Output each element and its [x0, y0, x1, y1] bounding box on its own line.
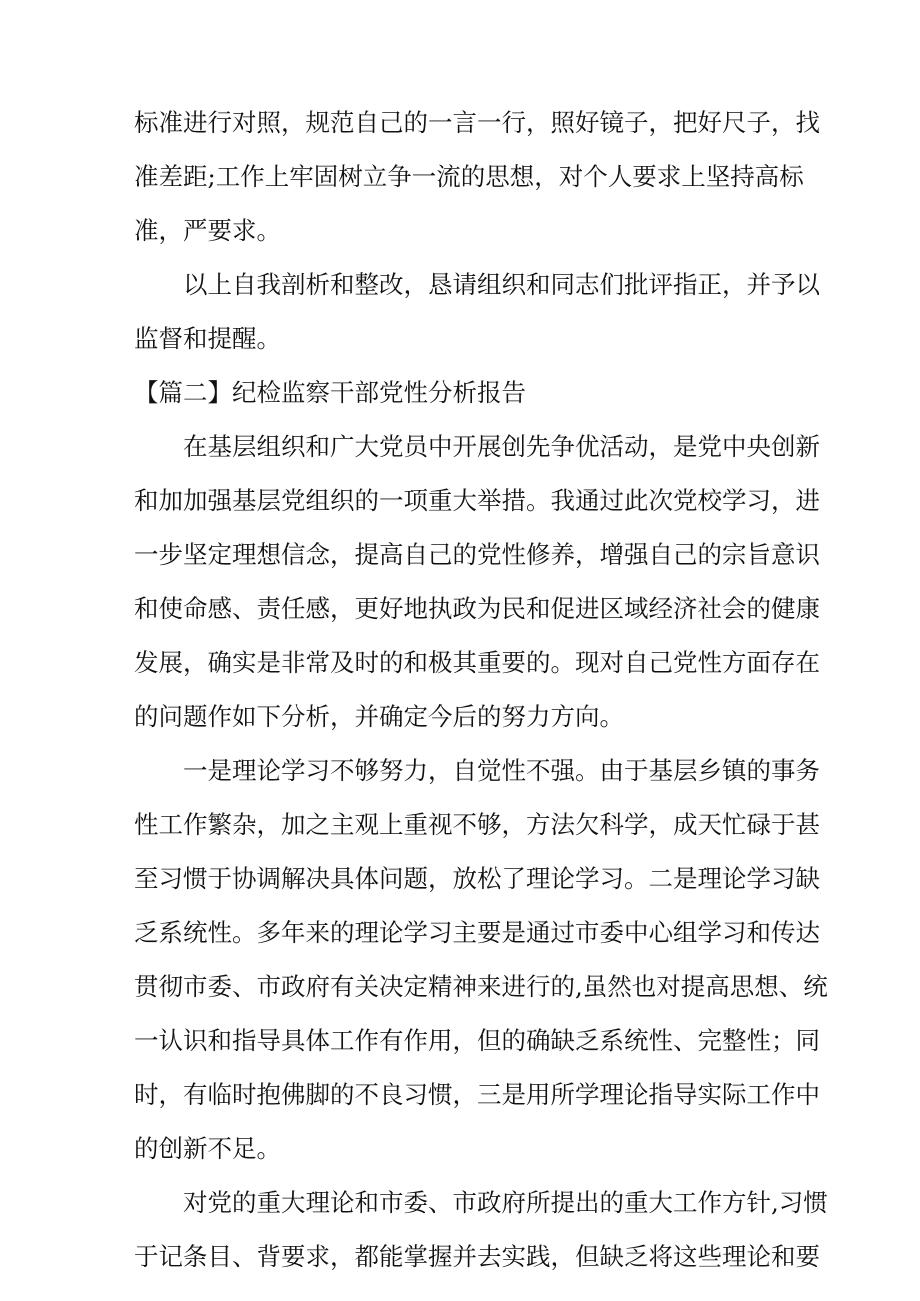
- text-line: 的创新不足。: [134, 1134, 281, 1163]
- text-line: 贯彻市委、市政府有关决定精神来进行的,虽然也对提高思想、统: [134, 972, 828, 1001]
- heading-text: 【篇二】纪检监察干部党性分析报告: [134, 378, 526, 407]
- document-body: [134, 96, 828, 1284]
- text-line: 发展，确实是非常及时的和极其重要的。现对自己党性方面存在: [134, 648, 820, 677]
- paragraph-analysis: [134, 744, 828, 1176]
- text-line: 乏系统性。多年来的理论学习主要是通过市委中心组学习和传达: [134, 918, 820, 947]
- text-line: 的问题作如下分析，并确定今后的努力方向。: [134, 702, 624, 731]
- text-line: 准，严要求。: [134, 216, 281, 245]
- text-line: 在基层组织和广大党员中开展创先争优活动，是党中央创新: [183, 432, 820, 461]
- text-line: 一是理论学习不够努力，自觉性不强。由于基层乡镇的事务: [183, 756, 820, 785]
- text-line: 监督和提醒。: [134, 324, 281, 353]
- paragraph-introduction: [134, 420, 820, 744]
- text-line: 性工作繁杂，加之主观上重视不够，方法欠科学，成天忙碌于甚: [134, 810, 820, 839]
- text-line: 和加加强基层党组织的一项重大举措。我通过此次党校学习，进: [134, 486, 820, 515]
- text-line: 和使命感、责任感，更好地执政为民和促进区域经济社会的健康: [134, 594, 820, 623]
- paragraph-continuation: [134, 96, 820, 258]
- paragraph-theory: [134, 1176, 828, 1284]
- text-line: 时，有临时抱佛脚的不良习惯，三是用所学理论指导实际工作中: [134, 1080, 820, 1109]
- text-line: 标准进行对照，规范自己的一言一行，照好镜子，把好尺子，找: [134, 108, 820, 137]
- text-line: 至习惯于协调解决具体问题，放松了理论学习。二是理论学习缺: [134, 864, 820, 893]
- text-line: 准差距;工作上牢固树立争一流的思想，对个人要求上坚持高标: [134, 162, 804, 191]
- paragraph-closing-request: [134, 258, 820, 366]
- text-line: 以上自我剖析和整改，恳请组织和同志们批评指正，并予以: [183, 270, 820, 299]
- text-line: 一步坚定理想信念，提高自己的党性修养，增强自己的宗旨意识: [134, 540, 820, 569]
- text-line: 于记条目、背要求，都能掌握并去实践，但缺乏将这些理论和要: [134, 1242, 820, 1271]
- text-line: 对党的重大理论和市委、市政府所提出的重大工作方针,习惯: [183, 1188, 828, 1217]
- section-heading: [134, 366, 794, 420]
- text-line: 一认识和指导具体工作有作用，但的确缺乏系统性、完整性；同: [134, 1026, 820, 1055]
